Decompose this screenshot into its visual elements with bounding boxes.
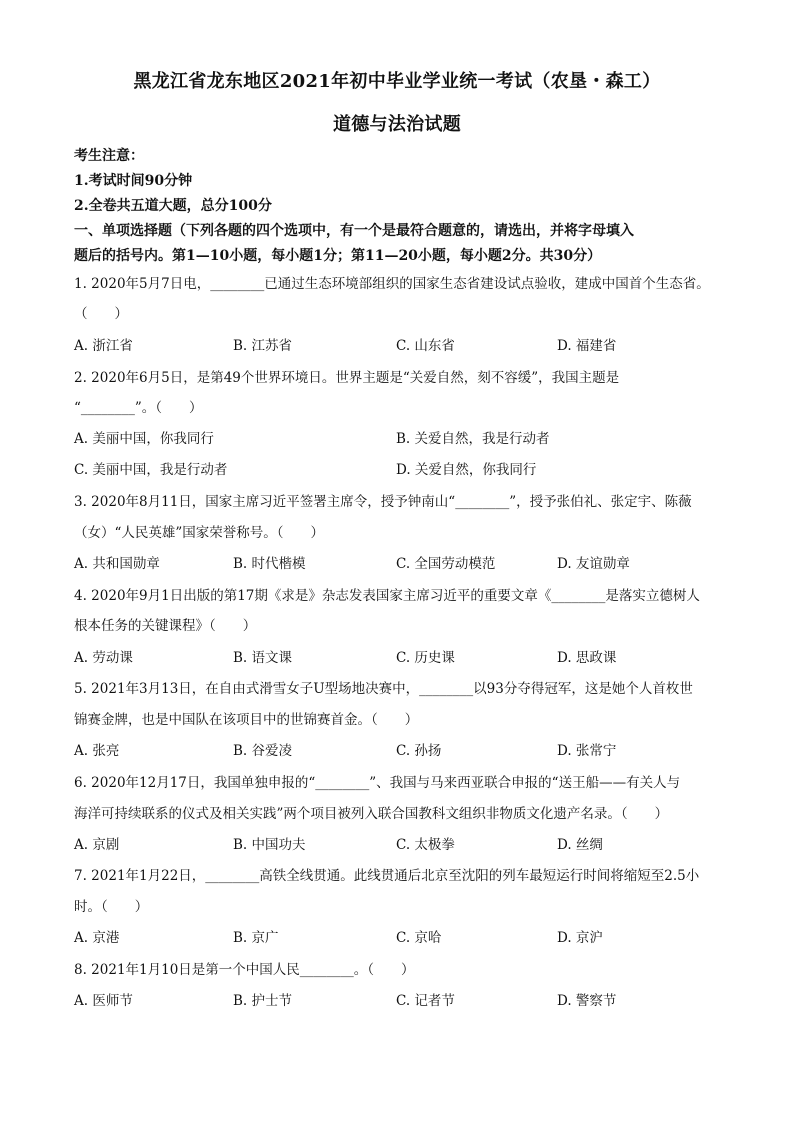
- question-3-options: [74, 554, 734, 574]
- option-d: D. 丝绸: [557, 837, 603, 853]
- option-c: C. 孙扬: [396, 743, 442, 759]
- question-3-text: （女）“人民英雄”国家荣誉称号。（ ）: [74, 525, 325, 541]
- option-b: B. 江苏省: [233, 338, 293, 354]
- option-a: A. 京剧: [74, 837, 120, 853]
- option-a: A. 美丽中国，你我同行: [74, 431, 214, 447]
- question-5-text: 锦赛金牌，也是中国队在该项目中的世锦赛首金。（ ）: [74, 712, 419, 728]
- option-d: D. 关爱自然，你我同行: [396, 462, 537, 478]
- option-c: C. 记者节: [396, 993, 455, 1009]
- option-b: B. 关爱自然，我是行动者: [396, 431, 550, 447]
- question-5-options: [74, 741, 734, 761]
- option-a: A. 浙江省: [74, 338, 133, 354]
- option-c: C. 京哈: [396, 930, 442, 946]
- option-a: A. 共和国勋章: [74, 556, 160, 572]
- question-6-text: 海洋可持续联系的仪式及相关实践”两个项目被列入联合国教科文组织非物质文化遗产名录。（ ）: [74, 806, 669, 822]
- notice-item: 1.考试时间90分钟: [74, 173, 193, 189]
- option-c: C. 太极拳: [396, 837, 455, 853]
- option-a: A. 张亮: [74, 743, 120, 759]
- question-7-text: 7. 2021年1月22日，________高铁全线贯通。此线贯通后北京至沈阳的列车最短运行时间将缩短至2.5小: [74, 868, 700, 884]
- option-b: B. 护士节: [233, 993, 293, 1009]
- option-c: C. 历史课: [396, 650, 455, 666]
- option-d: D. 思政课: [557, 650, 617, 666]
- option-b: B. 时代楷模: [233, 556, 306, 572]
- question-2-options: [74, 460, 734, 480]
- option-b: B. 谷爱凌: [233, 743, 293, 759]
- option-b: B. 京广: [233, 930, 279, 946]
- option-d: D. 张常宁: [557, 743, 617, 759]
- option-c: C. 山东省: [396, 338, 455, 354]
- question-4-text: 4. 2020年9月1日出版的第17期《求是》杂志发表国家主席习近平的重要文章《________是落实立德树人: [74, 588, 700, 604]
- option-d: D. 友谊勋章: [557, 556, 630, 572]
- question-4-text: 根本任务的关键课程》（ ）: [74, 618, 257, 634]
- option-a: A. 劳动课: [74, 650, 133, 666]
- question-1-text: （ ）: [74, 306, 128, 322]
- notice-heading: 考生注意：: [74, 148, 144, 164]
- section-instruction: 一、单项选择题（下列各题的四个选项中，有一个是最符合题意的，请选出，并将字母填入: [74, 223, 634, 239]
- exam-subtitle: 道德与法治试题: [332, 114, 462, 135]
- option-d: D. 警察节: [557, 993, 617, 1009]
- question-6-text: 6. 2020年12月17日，我国单独申报的“________”、我国与马来西亚联合申报的“送王船——有关人与: [74, 775, 681, 791]
- question-6-options: [74, 835, 734, 855]
- option-d: D. 京沪: [557, 930, 603, 946]
- question-2-text: “________”。（ ）: [74, 400, 203, 416]
- question-1-options: [74, 336, 734, 356]
- question-7-options: [74, 928, 734, 948]
- question-8-options: [74, 991, 734, 1011]
- question-5-text: 5. 2021年3月13日，在自由式滑雪女子U型场地决赛中，________以93分夺得冠军，这是她个人首枚世: [74, 681, 693, 697]
- option-a: A. 医师节: [74, 993, 133, 1009]
- question-2-options: [74, 429, 734, 449]
- option-c: C. 全国劳动模范: [396, 556, 496, 572]
- question-1-text: 1. 2020年5月7日电，________已通过生态环境部组织的国家生态省建设试点验收，建成中国首个生态省。: [74, 276, 710, 292]
- option-c: C. 美丽中国，我是行动者: [74, 462, 228, 478]
- question-2-text: 2. 2020年6月5日，是第49个世界环境日。世界主题是“关爱自然，刻不容缓”，我国主题是: [74, 370, 620, 386]
- option-d: D. 福建省: [557, 338, 617, 354]
- notice-item: 2.全卷共五道大题，总分100分: [74, 198, 272, 214]
- question-8-text: 8. 2021年1月10日是第一个中国人民________。（ ）: [74, 962, 415, 978]
- option-b: B. 语文课: [233, 650, 293, 666]
- question-3-text: 3. 2020年8月11日，国家主席习近平签署主席令，授予钟南山“________”，授予张伯礼、张定宇、陈薇: [74, 494, 692, 510]
- option-a: A. 京港: [74, 930, 120, 946]
- section-instruction: 题后的括号内。第1—10小题，每小题1分；第11—20小题，每小题2分。共30分）: [74, 248, 602, 264]
- option-b: B. 中国功夫: [233, 837, 306, 853]
- question-7-text: 时。（ ）: [74, 899, 149, 915]
- question-4-options: [74, 648, 734, 668]
- exam-title: 黑龙江省龙东地区2021年初中毕业学业统一考试（农垦・森工）: [133, 71, 661, 92]
